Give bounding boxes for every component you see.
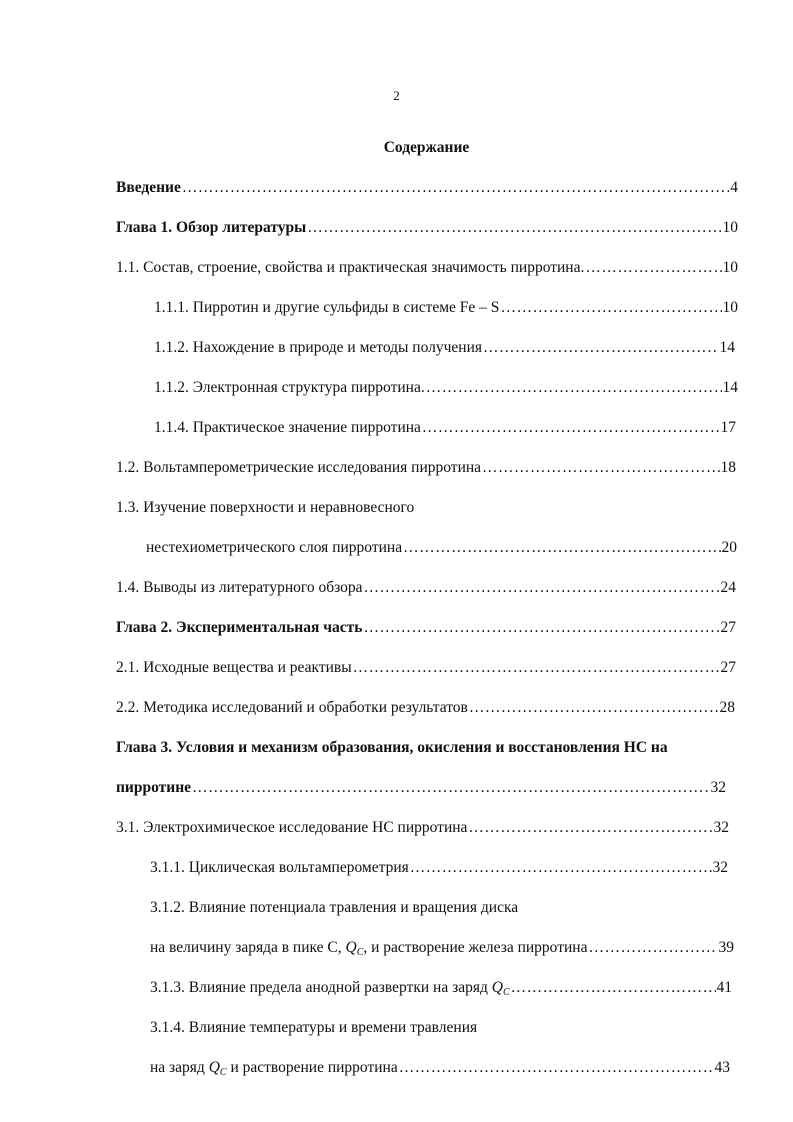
toc-text-part: на величину заряда в пике С,	[150, 939, 346, 956]
toc-leader-dots	[363, 618, 719, 638]
toc-entry-text: 1.3. Изучение поверхности и неравновесного	[116, 499, 415, 516]
toc-entry-chapter-2	[116, 618, 736, 638]
toc-entry-page: 27	[720, 659, 736, 676]
toc-entry-page: 20	[721, 539, 737, 556]
toc-entry-1-4	[116, 578, 736, 598]
toc-entry-page: 14	[722, 379, 738, 396]
toc-entry-2-2	[116, 698, 735, 718]
toc-entry-1-1	[116, 258, 738, 278]
toc-entry-text: 2.1. Исходные вещества и реактивы	[116, 659, 352, 676]
toc-entry-3-1-1	[150, 858, 728, 878]
charge-subscript: C	[356, 947, 364, 958]
toc-entry-text: 1.1.4. Практическое значение пирротина	[154, 419, 421, 436]
toc-entry-1-1-4	[154, 418, 736, 438]
toc-leader-dots	[422, 418, 720, 438]
toc-leader-dots	[469, 698, 719, 718]
toc-entry-page: 32	[712, 859, 728, 876]
toc-leader-dots	[410, 858, 712, 878]
toc-entry-page: 17	[720, 419, 736, 436]
toc-entry-text: пирротине	[116, 779, 192, 796]
toc-entry-page: 4	[730, 179, 738, 196]
toc-entry-chapter-3-line2	[116, 778, 726, 798]
toc-leader-dots	[500, 298, 721, 318]
toc-entry-1-1-2b	[154, 378, 738, 398]
toc-entry-page: 18	[720, 459, 736, 476]
toc-text-part: и растворение пирротина	[226, 1059, 398, 1076]
toc-entry-page: 10	[722, 219, 738, 236]
toc-entry-page: 24	[720, 579, 736, 596]
toc-entry-2-1	[116, 658, 736, 678]
toc-entry-introduction	[116, 178, 738, 198]
charge-subscript: C	[502, 987, 510, 998]
toc-text-part: на заряд	[150, 1059, 209, 1076]
toc-entry-text: Глава 2. Экспериментальная часть	[116, 619, 363, 636]
toc-entry-3-1	[116, 818, 729, 838]
toc-title: Содержание	[383, 139, 470, 156]
page-number: 2	[393, 88, 400, 103]
toc-entry-text: 1.1.2. Нахождение в природе и методы получения	[154, 339, 483, 356]
toc-entry-text	[150, 1058, 398, 1083]
toc-entry-chapter-1	[116, 218, 738, 238]
toc-entry-1-1-1	[154, 298, 738, 318]
toc-entry-text: 3.1.1. Циклическая вольтамперометрия	[150, 859, 409, 876]
toc-entry-text: 1.4. Выводы из литературного обзора	[116, 579, 363, 596]
toc-entry-page: 39	[718, 939, 734, 956]
toc-leader-dots	[192, 778, 709, 798]
toc-entry-text: 3.1. Электрохимическое исследование НС пирротина	[116, 819, 468, 836]
toc-entry-text	[150, 978, 510, 1003]
toc-leader-dots	[182, 178, 729, 198]
toc-leader-dots	[511, 978, 716, 998]
toc-leader-dots	[364, 578, 720, 598]
toc-leader-dots	[426, 378, 722, 398]
toc-leader-dots	[585, 258, 721, 278]
toc-entry-page: 27	[720, 619, 736, 636]
toc-entry-text: 1.2. Вольтамперометрические исследования пирротина	[116, 459, 482, 476]
toc-entry-page: 10	[722, 259, 738, 276]
toc-leader-dots	[588, 938, 717, 958]
toc-entry-page: 14	[719, 339, 735, 356]
toc-entry-text: Глава 1. Обзор литературы	[116, 219, 307, 236]
charge-subscript: C	[219, 1067, 227, 1078]
toc-entry-page: 43	[714, 1059, 730, 1076]
toc-entry-3-1-3	[150, 978, 732, 998]
toc-entry-text: Введение	[116, 179, 181, 196]
toc-entry-text: 1.1.1. Пирротин и другие сульфиды в системе Fe – S	[154, 299, 500, 316]
toc-leader-dots	[483, 338, 718, 358]
toc-entry-3-1-4-line1	[150, 1018, 730, 1038]
toc-entry-text: нестехиометрического слоя пирротина	[146, 539, 403, 556]
toc-entry-3-1-2-line2	[150, 938, 734, 958]
toc-entry-chapter-3-line1	[116, 738, 756, 758]
toc-entry-1-3-line1	[116, 498, 736, 518]
toc-leader-dots	[482, 458, 719, 478]
toc-entry-text: 1.1. Состав, строение, свойства и практическая значимость пирротина.	[116, 259, 585, 276]
toc-entry-text: Глава 3. Условия и механизм образования, окисления и восстановления НС на	[116, 739, 668, 756]
toc-entry-text: 3.1.4. Влияние температуры и времени травления	[150, 1019, 478, 1036]
toc-entry-page: 28	[719, 699, 735, 716]
toc-entry-page: 32	[710, 779, 726, 796]
toc-entry-text: 3.1.2. Влияние потенциала травления и вращения диска	[150, 899, 519, 916]
toc-leader-dots	[307, 218, 721, 238]
toc-leader-dots	[399, 1058, 714, 1078]
toc-entry-1-1-2a	[154, 338, 735, 358]
toc-entry-1-2	[116, 458, 736, 478]
toc-text-part: , и растворение железа пирротина	[363, 939, 588, 956]
toc-entry-text: 1.1.2. Электронная структура пирротина.	[154, 379, 425, 396]
toc-entry-text	[150, 938, 587, 963]
toc-entry-page: 10	[722, 299, 738, 316]
toc-entry-3-1-4-line2	[150, 1058, 730, 1078]
charge-variable: Q	[491, 979, 503, 996]
toc-leader-dots	[403, 538, 720, 558]
toc-entry-page: 32	[713, 819, 729, 836]
charge-variable: Q	[208, 1059, 220, 1076]
toc-entry-1-3-line2	[146, 538, 737, 558]
toc-entry-page: 41	[716, 979, 732, 996]
toc-entry-3-1-2-line1	[150, 898, 730, 918]
toc-text-part: 3.1.3. Влияние предела анодной развертки на заряд	[150, 979, 492, 996]
charge-variable: Q	[345, 939, 357, 956]
toc-leader-dots	[353, 658, 720, 678]
toc-leader-dots	[468, 818, 712, 838]
toc-entry-text: 2.2. Методика исследований и обработки результатов	[116, 699, 468, 716]
